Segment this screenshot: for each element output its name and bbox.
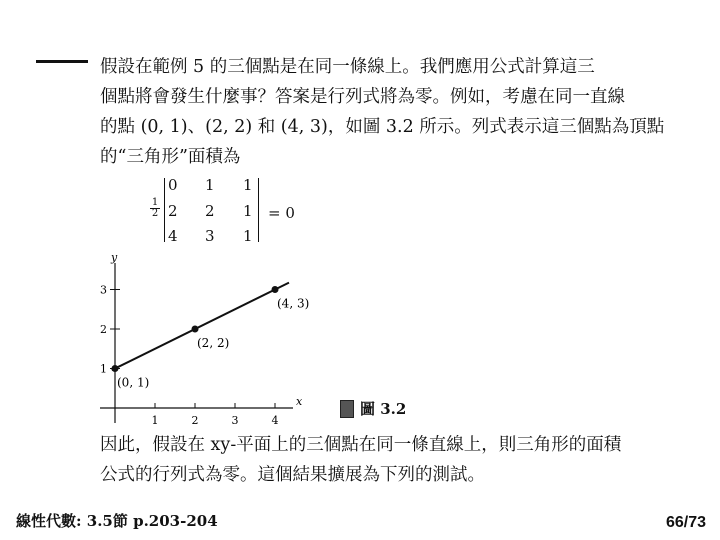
paragraph-line: 公式的行列式為零。這個結果擴展為下列的測試。 bbox=[100, 465, 485, 485]
caption-text: 圖 3.2 bbox=[360, 400, 407, 418]
y-tick-label: 1 bbox=[100, 362, 107, 376]
y-axis-label: y bbox=[111, 251, 118, 264]
point-label: (0, 1) bbox=[117, 375, 150, 390]
data-point bbox=[192, 326, 199, 333]
x-tick-label: 3 bbox=[231, 414, 239, 425]
matrix-cell: 2 bbox=[205, 202, 215, 220]
coefficient-denominator: 2 bbox=[151, 208, 159, 219]
determinant-left-bar bbox=[164, 178, 165, 242]
equals-zero: = 0 bbox=[268, 204, 295, 222]
half-coefficient bbox=[150, 198, 160, 219]
matrix-cell: 1 bbox=[243, 202, 253, 220]
matrix-cell: 1 bbox=[243, 227, 253, 245]
paragraph-line: 假設在範例 5 的三個點是在同一條線上。我們應用公式計算這三 bbox=[100, 57, 595, 77]
data-point bbox=[272, 286, 279, 293]
data-point bbox=[112, 365, 119, 372]
page-number: 66/73 bbox=[665, 514, 706, 531]
x-tick-label: 4 bbox=[271, 414, 279, 425]
matrix-cell: 2 bbox=[168, 202, 178, 220]
matrix-cell: 1 bbox=[205, 176, 215, 194]
matrix-cell: 0 bbox=[168, 176, 178, 194]
caption-marker-icon bbox=[340, 400, 354, 418]
point-label: (4, 3) bbox=[277, 296, 310, 311]
y-tick-label: 3 bbox=[100, 283, 107, 297]
x-tick-label: 1 bbox=[151, 414, 159, 425]
matrix-cell: 4 bbox=[168, 227, 178, 245]
figure-caption bbox=[340, 398, 406, 419]
y-tick-label: 2 bbox=[100, 323, 107, 336]
figure-3-2-graph bbox=[95, 245, 315, 425]
matrix-cell: 3 bbox=[205, 227, 215, 245]
conclusion-paragraph bbox=[100, 430, 640, 490]
coefficient-numerator: 1 bbox=[151, 197, 159, 208]
paragraph-line: 的點 (0, 1)、(2, 2) 和 (4, 3)，如圖 3.2 所示。列式表示這三個點為頂點 bbox=[100, 117, 665, 137]
point-label: (2, 2) bbox=[197, 336, 230, 350]
matrix-cell: 1 bbox=[243, 176, 253, 194]
paragraph-line: 的“三角形”面積為 bbox=[100, 147, 241, 167]
x-tick-label: 2 bbox=[191, 414, 199, 425]
decorative-rule bbox=[36, 60, 88, 63]
paragraph-line: 因此，假設在 xy-平面上的三個點在同一條直線上，則三角形的面積 bbox=[100, 435, 622, 455]
line-through-points bbox=[112, 283, 289, 370]
intro-paragraph bbox=[100, 52, 665, 172]
x-axis-label: x bbox=[296, 395, 303, 408]
footer-source: 線性代數: 3.5節 p.203-204 bbox=[16, 512, 218, 530]
paragraph-line: 個點將會發生什麼事？答案是行列式將為零。例如，考慮在同一直線 bbox=[100, 87, 625, 107]
